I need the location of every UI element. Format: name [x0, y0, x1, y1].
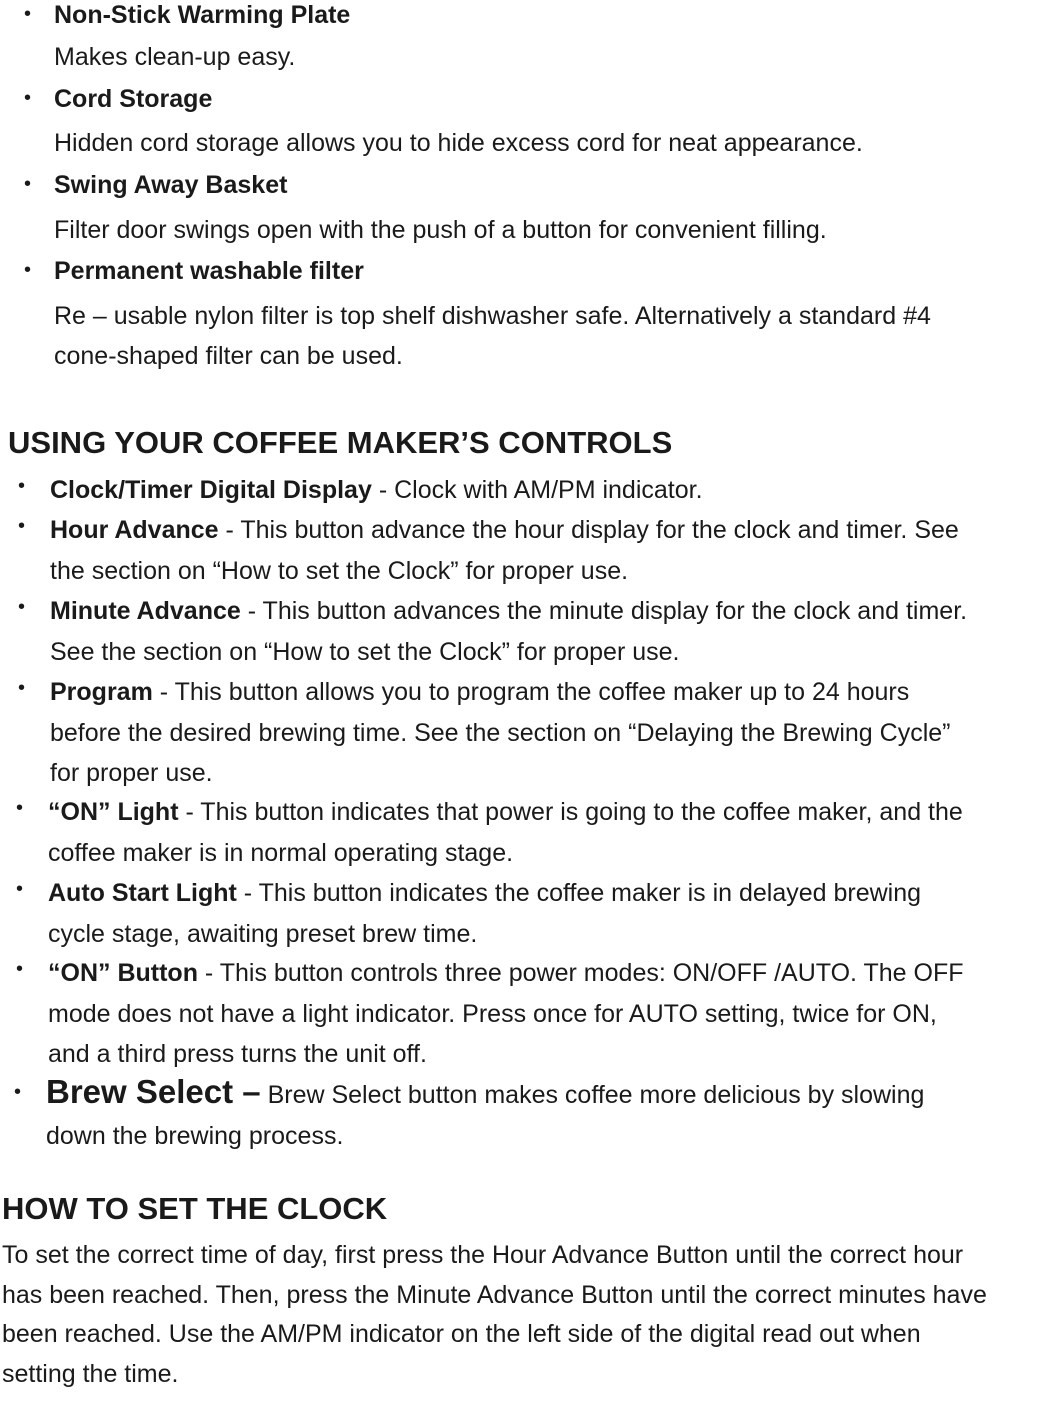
control-description: - This button indicates that power is going to the coffee maker, and the coffee maker is in normal operating stage.: [48, 798, 963, 867]
feature-description: Makes clean-up easy.: [54, 43, 296, 71]
bullet-icon: •: [18, 475, 26, 497]
control-description: - This button allows you to program the coffee maker up to 24 hours before the desired brewing time. See the section on “Delaying the Brewing Cycle” for proper use.: [50, 678, 951, 787]
feature-description: Hidden cord storage allows you to hide excess cord for neat appearance.: [54, 129, 863, 157]
bullet-icon: •: [14, 1081, 22, 1103]
control-description: - This button indicates the coffee maker is in delayed brewing cycle stage, awaiting preset brew time.: [48, 879, 922, 948]
control-description: - Clock with AM/PM indicator.: [371, 476, 703, 504]
control-label: Clock/Timer Digital Display: [50, 476, 372, 504]
bullet-icon: •: [24, 259, 32, 281]
control-text: [50, 591, 990, 672]
control-description: - This button controls three power modes: ON/OFF /AUTO. The OFF mode does not have a light indicator. Press once for AUTO setting, twice for ON, and a third press turns the unit off.: [48, 959, 964, 1068]
control-text: [50, 510, 990, 591]
bullet-icon: •: [18, 515, 26, 537]
bullet-icon: •: [16, 797, 24, 819]
feature-title: Permanent washable filter: [54, 257, 364, 285]
control-description: - This button advances the minute display for the clock and timer. See the section on “How to set the Clock” for proper use.: [50, 597, 968, 666]
controls-section-heading: USING YOUR COFFEE MAKER’S CONTROLS: [8, 425, 673, 460]
control-text: [48, 792, 993, 873]
control-label: Minute Advance: [50, 597, 241, 625]
feature-title: Swing Away Basket: [54, 171, 288, 199]
feature-description: Re – usable nylon filter is top shelf dishwasher safe. Alternatively a standard #4 cone-shaped filter can be used.: [54, 302, 931, 370]
bullet-icon: •: [24, 173, 32, 195]
control-text: [46, 1072, 951, 1156]
bullet-icon: •: [16, 958, 24, 980]
feature-title: Cord Storage: [54, 85, 213, 113]
control-text: [50, 470, 990, 511]
control-description: - This button advance the hour display for the clock and timer. See the section on “How to set the Clock” for proper use.: [50, 516, 959, 585]
bullet-icon: •: [16, 878, 24, 900]
feature-description: Filter door swings open with the push of a button for convenient filling.: [54, 216, 827, 244]
feature-title: Non-Stick Warming Plate: [54, 1, 351, 29]
bullet-icon: •: [24, 87, 32, 109]
control-label: “ON” Light: [48, 798, 179, 826]
clock-instructions: To set the correct time of day, first press the Hour Advance Button until the correct hour has been reached. Then, press the Minute Advance Button until the correct minutes have been reached. Use the AM/PM indicator on the left side of the digital read out when setting the time.: [2, 1241, 987, 1388]
control-text: [48, 873, 978, 954]
control-label: Program: [50, 678, 153, 706]
control-text: [50, 672, 975, 794]
clock-section-heading: HOW TO SET THE CLOCK: [2, 1191, 388, 1226]
control-text: [48, 953, 983, 1075]
bullet-icon: •: [24, 3, 32, 25]
control-label: Brew Select –: [46, 1073, 261, 1110]
bullet-icon: •: [18, 677, 26, 699]
control-label: “ON” Button: [48, 959, 198, 987]
bullet-icon: •: [18, 596, 26, 618]
control-label: Hour Advance: [50, 516, 219, 544]
control-label: Auto Start Light: [48, 879, 237, 907]
control-description: Brew Select button makes coffee more delicious by slowing down the brewing process.: [46, 1081, 925, 1150]
